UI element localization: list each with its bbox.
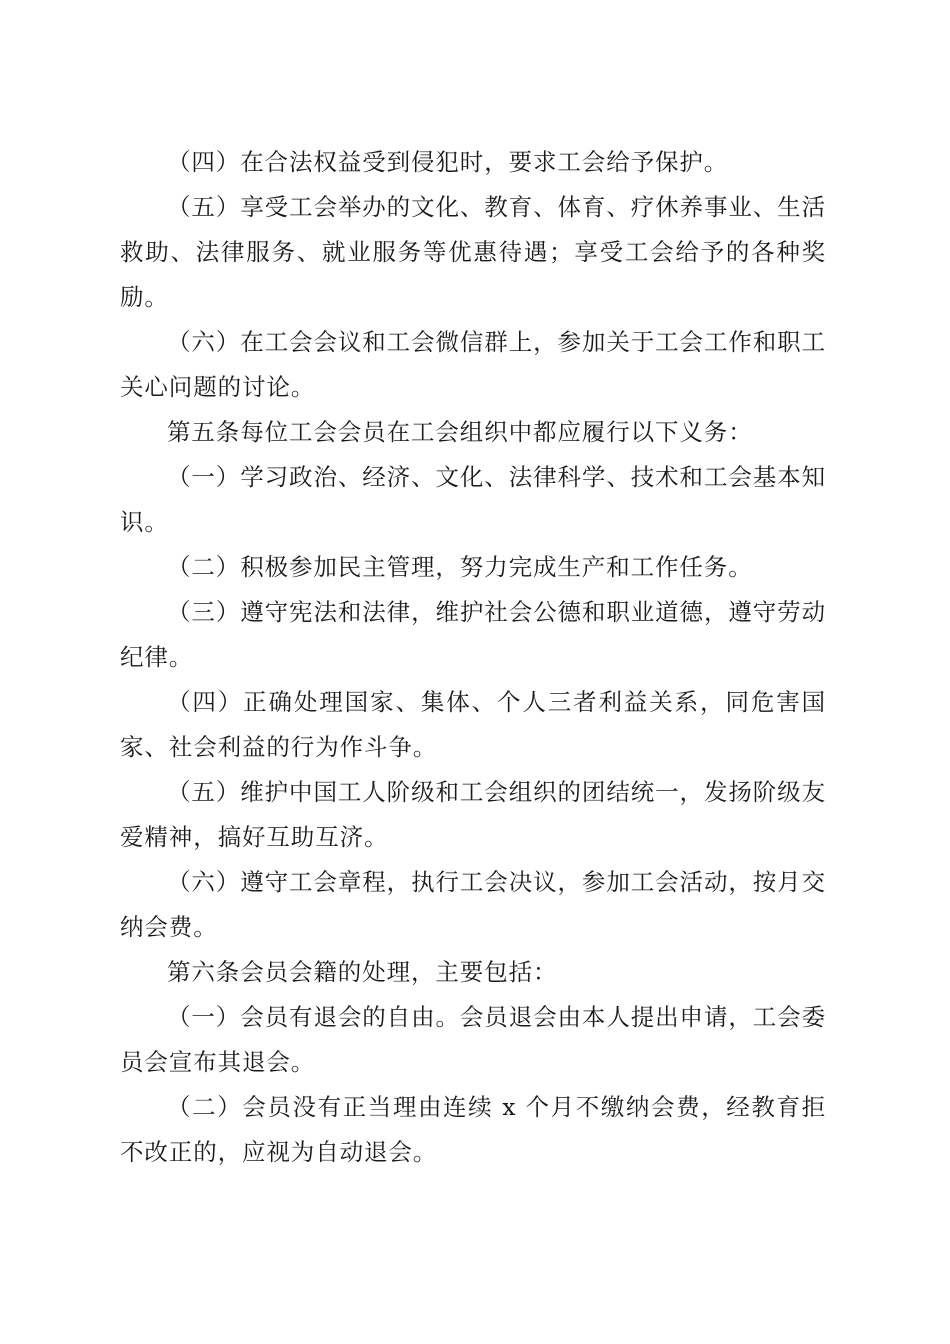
paragraph-membership-auto-withdraw: （二）会员没有正当理由连续 x 个月不缴纳会费，经教育拒不改正的，应视为自动退会。 bbox=[120, 1093, 826, 1166]
document-body bbox=[120, 140, 826, 1175]
paragraph-duty-interests: （四）正确处理国家、集体、个人三者利益关系，同危害国家、社会利益的行为作斗争。 bbox=[120, 688, 826, 761]
paragraph-right-protection: （四）在合法权益受到侵犯时，要求工会给予保护。 bbox=[167, 148, 729, 176]
paragraph-duty-management: （二）积极参加民主管理，努力完成生产和工作任务。 bbox=[167, 553, 753, 581]
paragraph-duty-unity: （五）维护中国工人阶级和工会组织的团结统一，发扬阶级友爱精神，搞好互助互济。 bbox=[120, 778, 826, 851]
paragraph-article-five: 第五条每位工会会员在工会组织中都应履行以下义务： bbox=[167, 418, 753, 446]
paragraph-right-discussion: （六）在工会会议和工会微信群上，参加关于工会工作和职工关心问题的讨论。 bbox=[120, 328, 826, 401]
paragraph-right-benefits: （五）享受工会举办的文化、教育、体育、疗休养事业、生活救助、法律服务、就业服务等优惠待遇；享受工会给予的各种奖励。 bbox=[120, 193, 826, 311]
paragraph-membership-withdraw: （一）会员有退会的自由。会员退会由本人提出申请，工会委员会宣布其退会。 bbox=[120, 1003, 826, 1076]
paragraph-article-six: 第六条会员会籍的处理，主要包括： bbox=[167, 958, 558, 986]
paragraph-duty-study: （一）学习政治、经济、文化、法律科学、技术和工会基本知识。 bbox=[120, 463, 826, 536]
paragraph-duty-fees: （六）遵守工会章程，执行工会决议，参加工会活动，按月交纳会费。 bbox=[120, 868, 826, 941]
paragraph-duty-law: （三）遵守宪法和法律，维护社会公德和职业道德，遵守劳动纪律。 bbox=[120, 598, 826, 671]
